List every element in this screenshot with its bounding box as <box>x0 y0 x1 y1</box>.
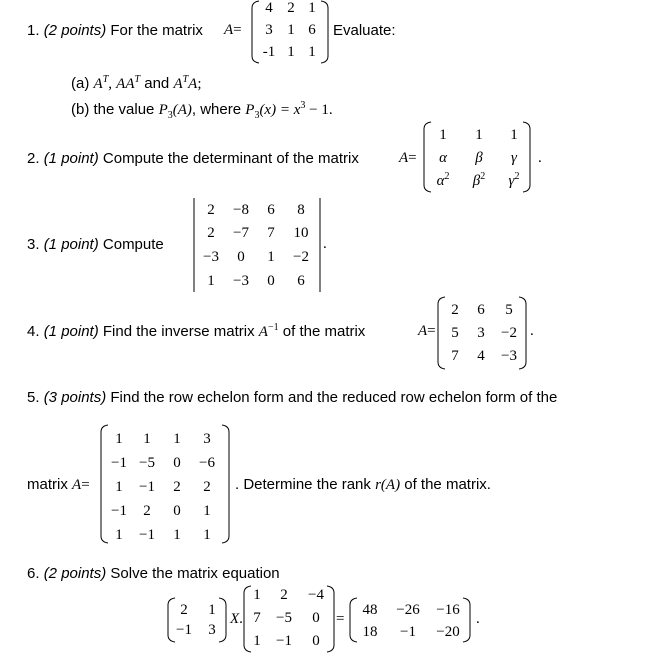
problem-5-number: 5. <box>27 389 40 406</box>
p5-cell: 1 <box>115 479 123 495</box>
p2-cell: 1 <box>475 127 483 143</box>
p5-cell: 2 <box>203 479 211 495</box>
p6-mid-cell: 7 <box>253 610 261 626</box>
p4-cell: 6 <box>477 302 485 318</box>
p5-cell: −1 <box>111 455 127 471</box>
p3-cell: 1 <box>267 249 275 265</box>
p6-left-cell: −1 <box>176 622 192 638</box>
problem-1-line <box>27 22 203 39</box>
p1-cell: 1 <box>287 44 295 60</box>
p6-mid-cell: 1 <box>253 587 261 603</box>
problem-1-text: For the matrix <box>110 22 203 39</box>
problem-2-matrix <box>424 121 530 193</box>
p2-cell: $\gamma^2$ <box>508 171 520 189</box>
p1-cell: 4 <box>265 0 273 16</box>
p6-right-cell: 18 <box>362 624 378 640</box>
p4-cell: 3 <box>477 325 485 341</box>
p6-mid-cell: 2 <box>280 587 288 603</box>
p2-cell: α <box>439 150 447 166</box>
p6-mid-cell: 1 <box>253 633 261 649</box>
p3-cell: 2 <box>207 202 215 218</box>
rank-symbol: r(A) <box>375 477 401 493</box>
p3-cell: 2 <box>207 225 215 241</box>
problem-4-matrix <box>438 296 526 370</box>
var-A: A <box>72 477 82 493</box>
problem-6-equals: = <box>336 611 345 627</box>
p6-mid-cell: 0 <box>312 633 320 649</box>
problem-6-middle-matrix <box>244 585 334 653</box>
p5-cell: −1 <box>111 503 127 519</box>
and-word: and <box>144 75 170 92</box>
p1-cell: 1 <box>308 0 316 16</box>
var-A: A <box>224 22 234 38</box>
p5-cell: 1 <box>203 503 211 519</box>
a-AAT: $AA^T$ <box>116 74 141 92</box>
problem-3-determinant <box>193 198 321 292</box>
p5-cell: −1 <box>139 479 155 495</box>
problem-1a-line: (a) $A^T$, $AA^T$ and $A^TA$; <box>71 74 202 92</box>
p2-cell: 1 <box>439 127 447 143</box>
problem-6-period: . <box>476 611 480 627</box>
b-P3A: $P_3(A)$ <box>158 102 192 121</box>
p3-cell: −2 <box>293 249 309 265</box>
problem-4-points: (1 point) <box>43 323 99 340</box>
p6-right-cell: −20 <box>436 624 460 640</box>
p2-cell: γ <box>511 150 517 166</box>
p6-right-cell: −26 <box>396 602 420 618</box>
problem-2-text: Compute the determinant of the matrix <box>102 150 359 167</box>
p5-cell: −5 <box>139 455 155 471</box>
p5-cell: −6 <box>199 455 215 471</box>
problem-6-text: Solve the matrix equation <box>110 565 280 582</box>
problem-2-number: 2. <box>27 150 40 167</box>
p4-cell: 4 <box>477 348 485 364</box>
p5-cell: −1 <box>139 527 155 543</box>
problem-5-matrix-label: matrix A= <box>27 476 90 493</box>
p3-cell: 8 <box>297 202 305 218</box>
p2-cell: $\alpha^2$ <box>436 171 450 189</box>
problem-3-text: Compute <box>102 236 164 253</box>
p6-left-cell: 2 <box>180 602 188 618</box>
problem-6-left-matrix <box>168 597 226 643</box>
p5-cell: 1 <box>203 527 211 543</box>
part-b-label: (b) the value <box>71 101 155 118</box>
a-ATA: $A^TA$ <box>173 74 198 92</box>
p4-cell: 5 <box>505 302 513 318</box>
a-AT: $A^T$ <box>93 74 109 92</box>
problem-2-period: . <box>538 150 542 166</box>
p3-cell: 6 <box>297 273 305 289</box>
p5-cell: 1 <box>115 431 123 447</box>
problem-1-points: (2 points) <box>43 22 107 39</box>
p3-cell: 6 <box>267 202 275 218</box>
problem-6-line <box>27 565 280 582</box>
problem-1-after: Evaluate: <box>333 22 396 39</box>
p4-cell: 2 <box>451 302 459 318</box>
p3-cell: −3 <box>233 273 249 289</box>
p5-cell: 1 <box>143 431 151 447</box>
part-a-label: (a) <box>71 75 90 92</box>
problem-3-line <box>27 236 164 253</box>
problem-3-period: . <box>323 236 327 252</box>
p5-cell: 1 <box>115 527 123 543</box>
problem-1b-line: (b) the value $P_3(A)$, where $P_3(x) = x^3 - 1$. <box>71 100 333 121</box>
p3-cell: −3 <box>203 249 219 265</box>
problem-6-points: (2 points) <box>43 565 107 582</box>
p3-cell: 1 <box>207 273 215 289</box>
problem-3-number: 3. <box>27 236 40 253</box>
p2-cell: 1 <box>510 127 518 143</box>
p6-mid-cell: −1 <box>276 633 292 649</box>
p6-mid-cell: −4 <box>308 587 324 603</box>
p6-mid-cell: −5 <box>276 610 292 626</box>
p3-cell: 10 <box>293 225 309 241</box>
problem-6-X: X. <box>230 611 243 627</box>
p6-left-cell: 3 <box>208 622 216 638</box>
p5-cell: 0 <box>173 503 181 519</box>
problem-4-number: 4. <box>27 323 40 340</box>
p3-cell: −7 <box>233 225 249 241</box>
p5-cell: 2 <box>143 503 151 519</box>
p6-mid-cell: 0 <box>312 610 320 626</box>
b-polynomial: $P_3(x) = x^3 - 1$. <box>245 100 333 121</box>
p3-cell: 7 <box>267 225 275 241</box>
problem-4-text: Find the inverse matrix <box>102 323 255 340</box>
p5-cell: 1 <box>173 527 181 543</box>
problem-4-line <box>27 323 365 341</box>
p4-cell: 7 <box>451 348 459 364</box>
p6-left-cell: 1 <box>208 602 216 618</box>
problem-5-line <box>27 389 557 406</box>
p1-cell: 6 <box>308 22 316 38</box>
p1-cell: 2 <box>287 0 295 16</box>
p1-cell: 1 <box>287 22 295 38</box>
problem-1-matrix-var <box>224 22 242 39</box>
problem-2-matrix-var: A= <box>399 150 417 166</box>
p4-cell: 5 <box>451 325 459 341</box>
problem-1-number: 1. <box>27 22 40 39</box>
problem-6-right-matrix <box>350 597 470 643</box>
p3-cell: 0 <box>237 249 245 265</box>
problem-2-line <box>27 150 359 167</box>
p3-cell: 0 <box>267 273 275 289</box>
problem-5-matrix <box>101 424 229 544</box>
problem-5-after: . Determine the rank r(A) of the matrix. <box>235 476 491 493</box>
problem-4-period: . <box>530 323 534 339</box>
problem-5-text: Find the row echelon form and the reduced row echelon form of the <box>110 389 558 406</box>
p6-right-cell: −16 <box>436 602 460 618</box>
problem-1-matrix <box>252 0 328 64</box>
problem-6-number: 6. <box>27 565 40 582</box>
equals-sign: = <box>233 22 242 38</box>
p5-cell: 0 <box>173 455 181 471</box>
problem-4-matrix-var: A= <box>418 323 436 339</box>
p5-cell: 1 <box>173 431 181 447</box>
p6-right-cell: −1 <box>400 624 416 640</box>
inverse-A: $A^{-1}$ <box>258 322 279 340</box>
problem-4-text2: of the matrix <box>282 323 366 340</box>
p1-cell: 3 <box>265 22 273 38</box>
problem-2-points: (1 point) <box>43 150 99 167</box>
p4-cell: −3 <box>501 348 517 364</box>
problem-5-points: (3 points) <box>43 389 107 406</box>
p6-right-cell: 48 <box>362 602 378 618</box>
problem-3-points: (1 point) <box>43 236 99 253</box>
p1-cell: -1 <box>262 44 276 60</box>
p5-cell: 3 <box>203 431 211 447</box>
p2-cell: $\beta^2$ <box>472 171 486 189</box>
p5-cell: 2 <box>173 479 181 495</box>
p2-cell: β <box>475 150 483 166</box>
p3-cell: −8 <box>233 202 249 218</box>
p1-cell: 1 <box>308 44 316 60</box>
p4-cell: −2 <box>501 325 517 341</box>
